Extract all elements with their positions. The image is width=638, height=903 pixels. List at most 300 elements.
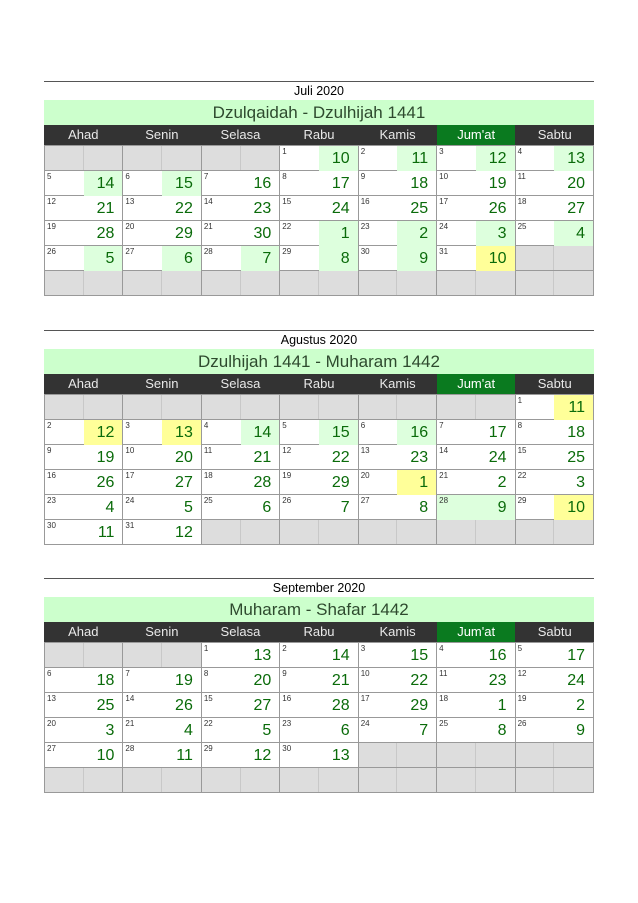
day-cell: [280, 445, 358, 470]
gregorian-cell: [45, 395, 84, 419]
hijri-day: 30: [253, 225, 272, 242]
gregorian-cell: [516, 668, 555, 693]
hijri-day: 25: [96, 697, 115, 714]
hijri-day: 29: [331, 474, 350, 491]
hijri-day: 19: [96, 449, 115, 466]
gregorian-day: 24: [439, 222, 449, 231]
gregorian-cell: [123, 668, 162, 693]
hijri-day: 6: [262, 499, 272, 516]
gregorian-cell: [280, 246, 319, 271]
gregorian-cell: [45, 668, 84, 693]
gregorian-cell: [359, 470, 398, 495]
hijri-day: 24: [488, 449, 507, 466]
empty-day-cell: [516, 520, 594, 545]
gregorian-day: 1: [517, 396, 523, 405]
empty-day-cell: [202, 271, 280, 296]
hijri-day: 29: [175, 225, 193, 242]
hijri-day: 26: [96, 474, 115, 491]
gregorian-cell: [45, 271, 84, 295]
hijri-day: 2: [397, 221, 436, 246]
gregorian-cell: [359, 643, 398, 668]
gregorian-cell: [359, 743, 398, 767]
gregorian-cell: [123, 718, 162, 743]
gregorian-cell: [437, 445, 476, 470]
hijri-day: 10: [96, 747, 115, 764]
hijri-day: 28: [253, 474, 272, 491]
weekday-label: Rabu: [303, 376, 335, 391]
empty-day-cell: [280, 271, 358, 296]
gregorian-cell: [123, 445, 162, 470]
hijri-day: 23: [410, 449, 429, 466]
hijri-day: 21: [331, 672, 350, 689]
hijri-day: 7: [241, 246, 280, 271]
hijri-day: 20: [253, 672, 272, 689]
gregorian-cell: [437, 643, 476, 668]
hijri-day: 10: [554, 495, 593, 520]
gregorian-day: 18: [517, 197, 527, 206]
hijri-day: [319, 395, 358, 419]
gregorian-cell: [45, 693, 84, 718]
day-cell: [359, 718, 437, 743]
gregorian-cell: [516, 221, 555, 246]
gregorian-cell: [280, 768, 319, 792]
day-cell: [45, 718, 123, 743]
gregorian-day: 7: [439, 421, 444, 430]
calendar-month-august: [44, 330, 594, 545]
gregorian-day: 23: [47, 496, 56, 505]
hijri-day: 9: [476, 495, 515, 520]
gregorian-cell: [280, 221, 319, 246]
gregorian-day: 2: [47, 421, 52, 430]
day-cell: [280, 718, 358, 743]
day-cell: [359, 420, 437, 445]
day-cell: [437, 221, 515, 246]
gregorian-day: 31: [439, 247, 449, 256]
hijri-day: [84, 643, 123, 667]
gregorian-cell: [202, 520, 241, 544]
hijri-day: 1: [397, 470, 436, 495]
gregorian-day: 19: [47, 222, 56, 231]
hijri-day: [476, 520, 515, 544]
day-cell: [280, 470, 358, 495]
day-cell: [516, 420, 594, 445]
gregorian-cell: [280, 470, 319, 495]
empty-day-cell: [280, 520, 358, 545]
empty-day-cell: [45, 271, 123, 296]
gregorian-cell: [437, 420, 476, 445]
gregorian-cell: [123, 470, 162, 495]
hijri-day: 7: [340, 499, 350, 516]
gregorian-cell: [123, 520, 162, 545]
day-cell: [516, 495, 594, 520]
gregorian-day: 30: [360, 247, 370, 256]
gregorian-cell: [45, 221, 84, 246]
gregorian-cell: [202, 171, 241, 196]
day-cell: [280, 743, 358, 768]
gregorian-cell: [45, 171, 84, 196]
hijri-day: [554, 768, 593, 792]
day-cell: [45, 743, 123, 768]
gregorian-day: 13: [360, 446, 370, 455]
gregorian-cell: [516, 643, 555, 668]
day-grid: [44, 145, 594, 296]
gregorian-day: 20: [360, 471, 370, 480]
hijri-day: 22: [410, 672, 429, 689]
day-cell: [202, 196, 280, 221]
gregorian-day: 27: [125, 247, 135, 256]
day-cell: [45, 470, 123, 495]
gregorian-cell: [280, 495, 319, 520]
hijri-day: [84, 395, 123, 419]
gregorian-day: 29: [203, 744, 213, 753]
empty-day-cell: [45, 768, 123, 793]
gregorian-day: 8: [203, 669, 209, 678]
day-cell: [280, 693, 358, 718]
gregorian-day: 27: [47, 744, 56, 753]
gregorian-cell: [123, 395, 162, 419]
hijri-day: [162, 395, 201, 419]
day-cell: [45, 420, 123, 445]
calendar-month-september: [44, 578, 594, 793]
hijri-day: 21: [253, 449, 272, 466]
gregorian-cell: [516, 445, 555, 470]
gregorian-day: 21: [125, 719, 135, 728]
day-cell: [123, 520, 201, 545]
empty-day-cell: [123, 395, 201, 420]
day-cell: [437, 420, 515, 445]
gregorian-day: 28: [125, 744, 135, 753]
gregorian-cell: [202, 668, 241, 693]
gregorian-cell: [280, 718, 319, 743]
day-cell: [516, 643, 594, 668]
day-cell: [359, 445, 437, 470]
gregorian-cell: [202, 271, 241, 295]
hijri-day: 17: [331, 175, 350, 192]
hijri-day: [397, 743, 436, 767]
gregorian-day: 17: [360, 694, 370, 703]
gregorian-day: 13: [125, 197, 135, 206]
day-cell: [359, 668, 437, 693]
gregorian-day: 8: [282, 172, 287, 181]
gregorian-cell: [437, 718, 476, 743]
hijri-day: 27: [175, 474, 193, 491]
gregorian-day: 3: [439, 147, 444, 156]
hijri-day: 11: [554, 395, 593, 420]
weekday-label: Rabu: [303, 127, 335, 142]
gregorian-cell: [45, 743, 84, 768]
day-cell: [359, 693, 437, 718]
gregorian-cell: [359, 221, 398, 246]
empty-day-cell: [202, 520, 280, 545]
gregorian-cell: [202, 743, 241, 768]
gregorian-day: 9: [360, 172, 366, 181]
empty-day-cell: [359, 271, 437, 296]
gregorian-day: 5: [517, 644, 523, 653]
gregorian-cell: [359, 196, 398, 221]
day-cell: [280, 246, 358, 271]
hijri-day: 13: [253, 647, 272, 664]
gregorian-day: 5: [47, 172, 52, 181]
gregorian-day: 25: [203, 496, 213, 505]
hijri-day: 23: [488, 672, 507, 689]
gregorian-cell: [280, 196, 319, 221]
day-cell: [280, 495, 358, 520]
day-cell: [202, 718, 280, 743]
gregorian-day: 17: [439, 197, 449, 206]
day-cell: [437, 495, 515, 520]
hijri-day: 25: [410, 200, 429, 217]
gregorian-day: 15: [282, 197, 292, 206]
day-cell: [45, 668, 123, 693]
gregorian-cell: [359, 445, 398, 470]
gregorian-day: 6: [47, 669, 52, 678]
hijri-day: 26: [175, 697, 193, 714]
gregorian-cell: [45, 470, 84, 495]
empty-day-cell: [202, 768, 280, 793]
day-cell: [202, 643, 280, 668]
gregorian-day: 11: [517, 172, 526, 181]
gregorian-cell: [123, 643, 162, 667]
day-cell: [202, 246, 280, 271]
day-cell: [516, 445, 594, 470]
day-cell: [123, 470, 201, 495]
hijri-day: 19: [175, 672, 193, 689]
day-cell: [359, 470, 437, 495]
gregorian-cell: [437, 520, 476, 544]
hijri-day: 1: [497, 697, 507, 714]
hijri-day: [241, 271, 280, 295]
empty-day-cell: [202, 146, 280, 171]
gregorian-day: 18: [439, 694, 449, 703]
gregorian-cell: [437, 271, 476, 295]
gregorian-cell: [123, 146, 162, 170]
empty-day-cell: [123, 146, 201, 171]
gregorian-day: 12: [517, 669, 527, 678]
gregorian-day: 5: [282, 421, 287, 430]
day-cell: [123, 246, 201, 271]
day-cell: [516, 668, 594, 693]
hijri-day: [476, 743, 515, 767]
empty-day-cell: [45, 395, 123, 420]
empty-day-cell: [45, 146, 123, 171]
day-cell: [202, 743, 280, 768]
hijri-day: 3: [576, 474, 585, 491]
gregorian-cell: [45, 196, 84, 221]
hijri-day: [476, 271, 515, 295]
hijri-day: [397, 395, 436, 419]
hijri-day: 12: [175, 524, 193, 541]
gregorian-cell: [45, 146, 84, 170]
day-cell: [437, 693, 515, 718]
day-cell: [437, 718, 515, 743]
hijri-day: [162, 146, 201, 170]
gregorian-day: 19: [282, 471, 292, 480]
hijri-day: 13: [162, 420, 201, 445]
hijri-day: 4: [183, 722, 193, 739]
gregorian-cell: [123, 221, 162, 246]
day-cell: [437, 146, 515, 171]
gregorian-cell: [516, 395, 555, 420]
gregorian-cell: [45, 768, 84, 792]
gregorian-cell: [280, 395, 319, 419]
day-cell: [280, 643, 358, 668]
gregorian-cell: [437, 470, 476, 495]
hijri-day: 29: [410, 697, 429, 714]
hijri-day: 9: [576, 722, 585, 739]
gregorian-day: 24: [125, 496, 135, 505]
hijri-day: [397, 271, 436, 295]
gregorian-cell: [359, 420, 398, 445]
gregorian-day: 20: [47, 719, 56, 728]
hijri-day: [241, 768, 280, 792]
empty-day-cell: [123, 271, 201, 296]
day-cell: [280, 146, 358, 171]
hijri-day: 3: [105, 722, 115, 739]
hijri-day: 13: [554, 146, 593, 171]
weekday-label-friday: Jum'at: [437, 374, 516, 394]
day-cell: [516, 470, 594, 495]
gregorian-cell: [359, 171, 398, 196]
calendar-month-july: [44, 81, 594, 296]
hijri-day: 4: [554, 221, 593, 246]
gregorian-day: 30: [47, 521, 56, 530]
gregorian-cell: [437, 246, 476, 271]
gregorian-cell: [280, 643, 319, 668]
gregorian-cell: [516, 171, 555, 196]
day-cell: [280, 420, 358, 445]
day-cell: [123, 445, 201, 470]
empty-day-cell: [437, 395, 515, 420]
gregorian-day: 19: [517, 694, 527, 703]
gregorian-day: 22: [517, 471, 527, 480]
gregorian-day: 28: [439, 496, 449, 505]
day-cell: [437, 643, 515, 668]
gregorian-cell: [202, 445, 241, 470]
hijri-day: 11: [176, 747, 193, 764]
gregorian-cell: [280, 171, 319, 196]
gregorian-cell: [516, 246, 555, 270]
gregorian-cell: [516, 520, 555, 544]
gregorian-cell: [516, 196, 555, 221]
gregorian-cell: [437, 171, 476, 196]
gregorian-day: 28: [203, 247, 213, 256]
gregorian-cell: [123, 420, 162, 445]
gregorian-cell: [280, 420, 319, 445]
gregorian-cell: [516, 743, 555, 767]
gregorian-cell: [516, 470, 555, 495]
gregorian-day: 29: [517, 496, 527, 505]
hijri-day: 24: [331, 200, 350, 217]
gregorian-day: 7: [125, 669, 130, 678]
gregorian-cell: [202, 246, 241, 271]
weekday-label: Rabu: [303, 624, 335, 639]
empty-day-cell: [437, 271, 515, 296]
hijri-day: [84, 768, 123, 792]
empty-day-cell: [516, 743, 594, 768]
gregorian-day: 15: [203, 694, 213, 703]
gregorian-day: 14: [125, 694, 135, 703]
gregorian-cell: [123, 171, 162, 196]
gregorian-cell: [123, 743, 162, 768]
gregorian-cell: [437, 221, 476, 246]
gregorian-day: 18: [203, 471, 213, 480]
gregorian-day: 13: [47, 694, 56, 703]
day-cell: [45, 221, 123, 246]
day-cell: [516, 395, 594, 420]
day-cell: [45, 171, 123, 196]
gregorian-cell: [437, 668, 476, 693]
empty-day-cell: [123, 768, 201, 793]
gregorian-day: 2: [282, 644, 287, 653]
gregorian-cell: [45, 520, 84, 545]
gregorian-day: 29: [282, 247, 292, 256]
gregorian-cell: [202, 768, 241, 792]
gregorian-day: 23: [360, 222, 370, 231]
gregorian-cell: [359, 271, 398, 295]
day-cell: [359, 495, 437, 520]
hijri-day: [554, 520, 593, 544]
weekday-label: Sabtu: [537, 376, 572, 391]
gregorian-day: 4: [439, 644, 444, 653]
gregorian-cell: [45, 718, 84, 743]
weekday-label: Ahad: [68, 624, 99, 639]
empty-day-cell: [437, 768, 515, 793]
hijri-day: 1: [319, 221, 358, 246]
hijri-title: Dzulhijah 1441 - Muharam 1442: [44, 349, 594, 374]
day-cell: [359, 221, 437, 246]
hijri-day: 28: [96, 225, 115, 242]
gregorian-day: 12: [282, 446, 292, 455]
day-cell: [437, 171, 515, 196]
hijri-day: [84, 271, 123, 295]
weekday-header: [44, 374, 594, 394]
gregorian-day: 4: [517, 147, 523, 156]
day-cell: [202, 445, 280, 470]
gregorian-cell: [280, 668, 319, 693]
gregorian-day: 15: [517, 446, 527, 455]
gregorian-cell: [516, 768, 555, 792]
gregorian-day: 9: [47, 446, 52, 455]
hijri-day: 22: [175, 200, 193, 217]
hijri-title: Dzulqaidah - Dzulhijah 1441: [44, 100, 594, 125]
day-cell: [202, 420, 280, 445]
gregorian-cell: [437, 495, 476, 520]
hijri-day: 11: [397, 146, 436, 171]
gregorian-day: 10: [125, 446, 135, 455]
day-cell: [45, 520, 123, 545]
weekday-label-friday: Jum'at: [437, 125, 516, 145]
gregorian-cell: [359, 246, 398, 271]
hijri-day: 22: [331, 449, 350, 466]
gregorian-cell: [437, 768, 476, 792]
empty-day-cell: [123, 643, 201, 668]
gregorian-day: 16: [282, 694, 292, 703]
day-cell: [45, 445, 123, 470]
gregorian-cell: [437, 196, 476, 221]
gregorian-cell: [202, 470, 241, 495]
gregorian-cell: [202, 146, 241, 170]
gregorian-cell: [202, 395, 241, 419]
weekday-header: [44, 125, 594, 145]
gregorian-day: 8: [517, 421, 523, 430]
day-cell: [280, 668, 358, 693]
hijri-day: 9: [397, 246, 436, 271]
empty-day-cell: [437, 520, 515, 545]
gregorian-cell: [516, 271, 555, 295]
gregorian-cell: [202, 196, 241, 221]
gregorian-day: 22: [282, 222, 292, 231]
gregorian-day: 10: [439, 172, 449, 181]
